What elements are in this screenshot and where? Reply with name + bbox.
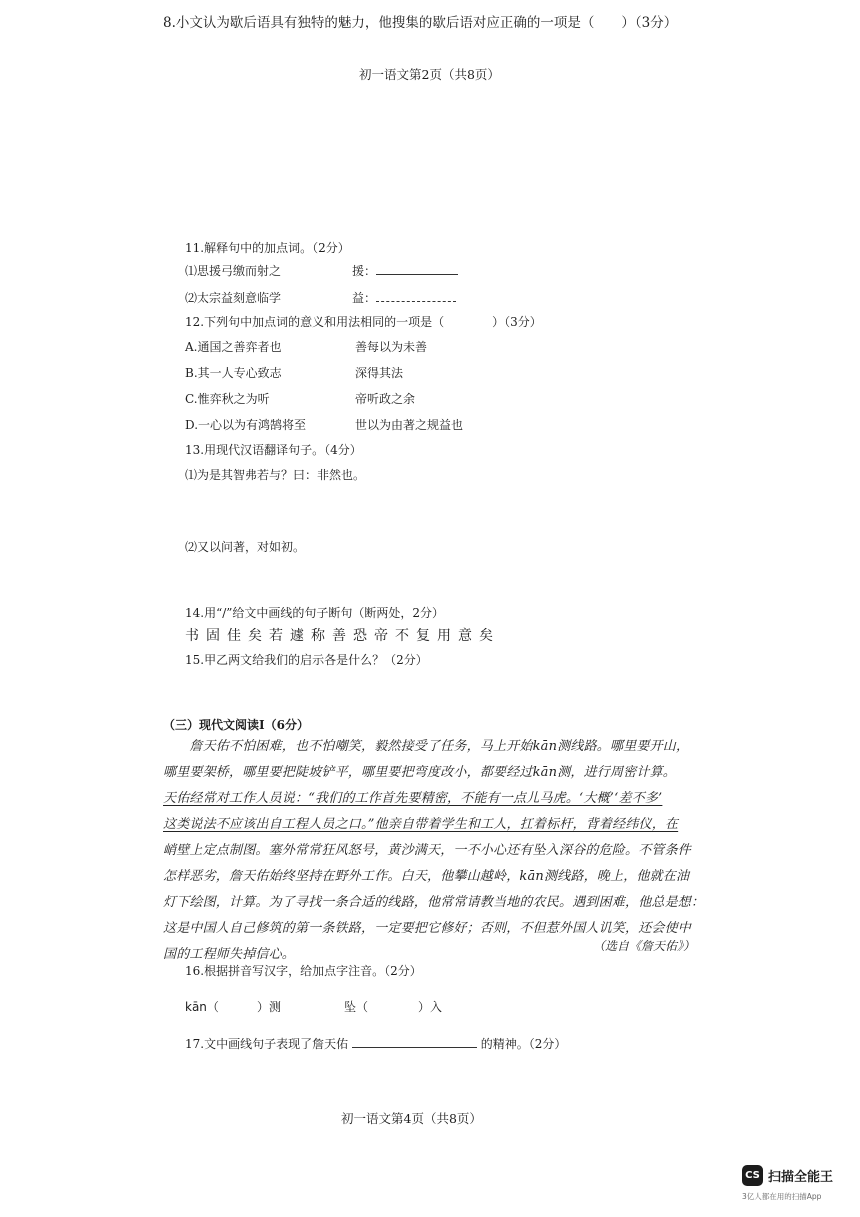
question-14-stem: 14.用“/”给文中画线的句子断句（断两处，2分）: [185, 606, 445, 620]
passage-line: 怎样恶劣，詹天佑始终坚持在野外工作。白天，他攀山越岭，kān测线路，晚上，他就在油: [163, 869, 690, 884]
q12-option-d-left: D.一心以为有鸿鹄将至: [185, 418, 307, 432]
q12-option-a-right: 善每以为未善: [355, 340, 428, 354]
q11-item2-label: 益：: [352, 289, 456, 307]
q16-item-1: kān（ ）测: [185, 1000, 281, 1014]
passage-line: 詹天佑不怕困难，也不怕嘲笑，毅然接受了任务，马上开始kān测线路。哪里要开山，: [163, 739, 690, 754]
q11-item1-label: 援：: [352, 262, 458, 280]
question-12-stem: 12.下列句中加点词的意义和用法相同的一项是（ ）（3分）: [185, 315, 542, 329]
q12-option-b-right: 深得其法: [355, 366, 404, 380]
q12-option-b-left: B.其一人专心致志: [185, 366, 282, 380]
q16-char: 坠: [344, 1000, 357, 1014]
q12-option-c-left: C.惟弈秋之为听: [185, 392, 270, 406]
watermark-tagline: 3亿人都在用的扫描App: [742, 1192, 822, 1201]
passage-line: 哪里要架桥，哪里要把陡坡铲平，哪里要把弯度改小，都要经过kān测，进行周密计算。: [163, 765, 677, 780]
camscanner-logo-icon: CS: [742, 1165, 763, 1186]
q13-sentence-2: ⑵又以问著，对如初。: [185, 540, 306, 554]
q12-option-a-left: A.通国之善弈者也: [185, 340, 282, 354]
q12-option-c-right: 帝听政之余: [355, 392, 416, 406]
q17-answer-blank[interactable]: [352, 1035, 477, 1048]
passage-line-underlined: 这类说法不应该出自工程人员之口。”他亲自带着学生和工人，扛着标杆，背着经纬仪，在: [163, 817, 679, 832]
q16-item-2: 坠（ ）入: [344, 1000, 443, 1014]
page-footer-bottom: 初一语文第4页（共8页）: [341, 1111, 482, 1126]
passage-source: （选自《詹天佑》）: [593, 939, 696, 953]
question-15-stem: 15.甲乙两文给我们的启示各是什么？（2分）: [185, 653, 428, 667]
watermark-name: 扫描全能王: [768, 1170, 834, 1185]
passage-line: 峭壁上定点制图。塞外常常狂风怒号，黄沙满天，一不小心还有坠入深谷的危险。不管条件: [163, 843, 692, 858]
q14-sentence: 书固佳矣若遽称善恐帝不复用意矣: [185, 628, 500, 644]
modern-passage: [163, 734, 711, 968]
q16-pinyin: kān: [185, 1000, 207, 1014]
section-title-modern-reading: （三）现代文阅读Ⅰ（6分）: [163, 718, 309, 732]
page-footer-top: 初一语文第2页（共8页）: [359, 67, 500, 82]
question-17-stem: 17.文中画线句子表现了詹天佑 的精神。（2分）: [185, 1037, 567, 1051]
question-8: 8.小文认为歇后语具有独特的魅力，他搜集的歇后语对应正确的一项是（ ）（3分）: [163, 15, 678, 31]
question-16-stem: 16.根据拼音写汉字，给加点字注音。（2分）: [185, 964, 422, 978]
passage-line: 灯下绘图，计算。为了寻找一条合适的线路，他常常请教当地的农民。遇到困难，他总是想：: [163, 895, 705, 910]
passage-line-underlined: 天佑经常对工作人员说：“我们的工作首先要精密，不能有一点儿马虎。‘大概’‘差不多’: [163, 791, 663, 806]
question-13-stem: 13.用现代汉语翻译句子。（4分）: [185, 443, 362, 457]
passage-line: 国的工程师失掉信心。: [163, 947, 296, 962]
passage-line: 这是中国人自己修筑的第一条铁路，一定要把它修好；否则，不但惹外国人讥笑，还会使中: [163, 921, 692, 936]
q11-item2-text: ⑵太宗益刻意临学: [185, 291, 282, 305]
q11-item1-text: ⑴思援弓缴而射之: [185, 264, 282, 278]
question-11-stem: 11.解释句中的加点词。（2分）: [185, 241, 350, 255]
q12-option-d-right: 世以为由著之规益也: [355, 418, 464, 432]
q13-sentence-1: ⑴为是其智弗若与？曰：非然也。: [185, 468, 366, 482]
scanner-watermark: [742, 1165, 852, 1205]
